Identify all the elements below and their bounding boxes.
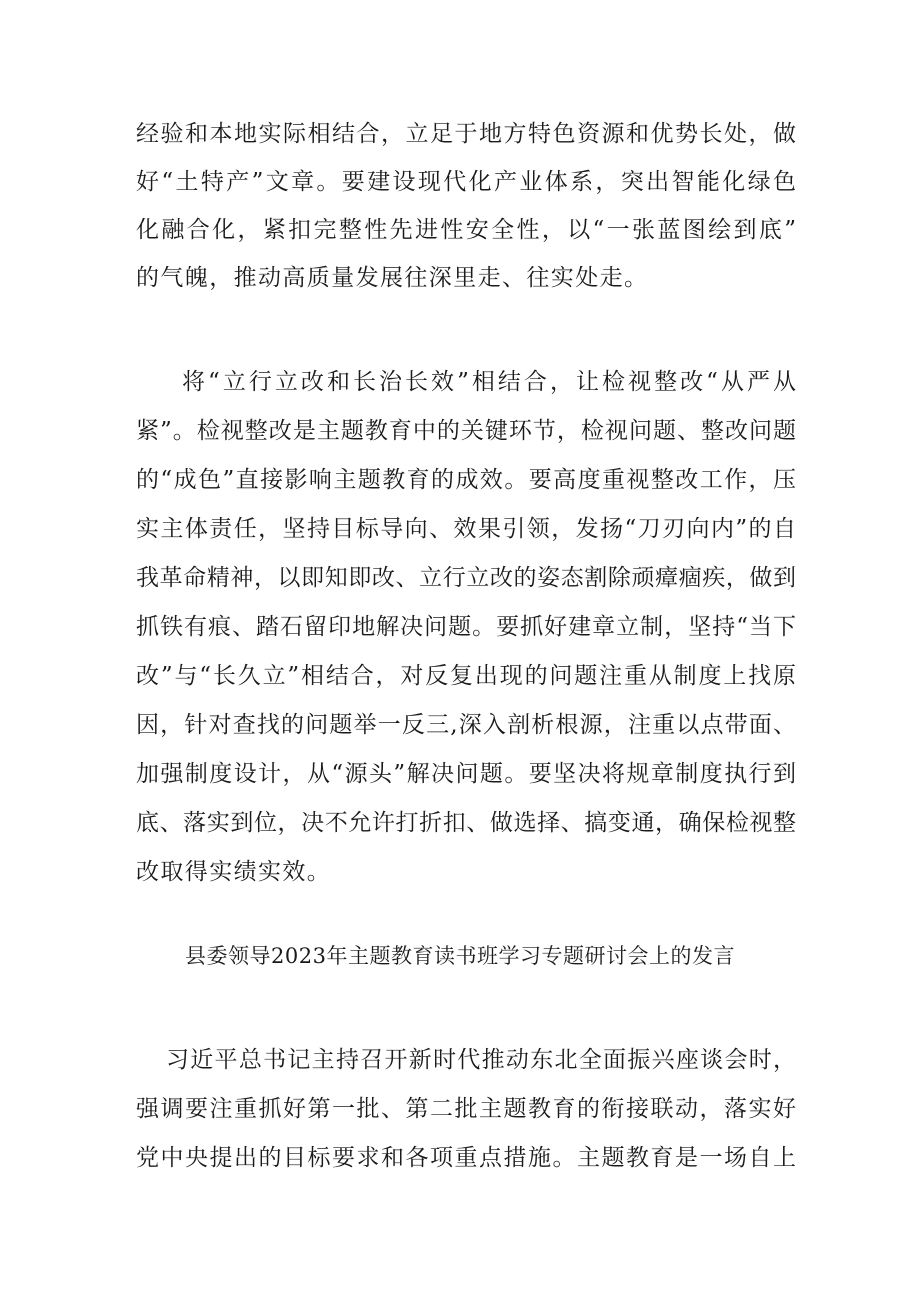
section-title: 县委领导2023年主题教育读书班学习专题研讨会上的发言	[185, 944, 735, 968]
paragraph-line: 改”与“长久立”相结合，对反复出现的问题注重从制度上找原	[136, 663, 796, 689]
paragraph-line: 经验和本地实际相结合，立足于地方特色资源和优势长处，做	[136, 121, 796, 147]
paragraph-line: 我革命精神，以即知即改、立行立改的姿态割除顽瘴痼疾，做到	[136, 565, 796, 591]
paragraph-line: 强调要注重抓好第一批、第二批主题教育的衔接联动，落实好	[136, 1096, 796, 1122]
paragraph-line: 底、落实到位，决不允许打折扣、做选择、搞变通，确保检视整	[136, 810, 796, 836]
paragraph-line: 紧”。检视整改是主题教育中的关键环节，检视问题、整改问题	[136, 418, 796, 444]
paragraph-line: 因，针对查找的问题举一反三,深入剖析根源，注重以点带面、	[136, 712, 796, 738]
paragraph-line: 化融合化，紧扣完整性先进性安全性，以“一张蓝图绘到底”	[136, 217, 796, 243]
paragraph-line: 习近平总书记主持召开新时代推动东北全面振兴座谈会时，	[166, 1047, 796, 1073]
paragraph-line: 好“土特产”文章。要建设现代化产业体系，突出智能化绿色	[136, 169, 796, 195]
paragraph-line: 将“立行立改和长治长效”相结合，让检视整改“从严从	[182, 369, 796, 395]
paragraph-line: 加强制度设计，从“源头”解决问题。要坚决将规章制度执行到	[136, 761, 796, 787]
paragraph-line: 的“成色”直接影响主题教育的成效。要高度重视整改工作，压	[136, 467, 796, 493]
paragraph-line: 抓铁有痕、踏石留印地解决问题。要抓好建章立制，坚持“当下	[136, 614, 796, 640]
paragraph-line: 党中央提出的目标要求和各项重点措施。主题教育是一场自上	[136, 1145, 796, 1171]
paragraph-line: 的气魄，推动高质量发展往深里走、往实处走。	[136, 265, 649, 291]
paragraph-line: 实主体责任，坚持目标导向、效果引领，发扬“刀刃向内”的自	[136, 516, 796, 542]
paragraph-line: 改取得实绩实效。	[136, 859, 332, 885]
